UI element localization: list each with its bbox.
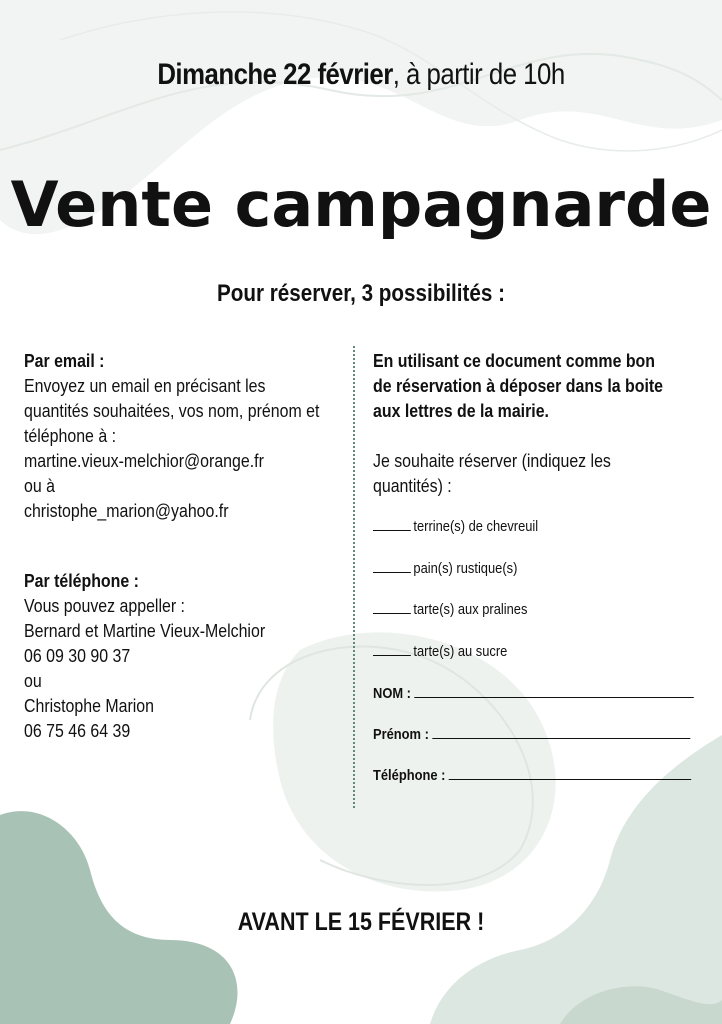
phone-number[interactable]: 06 75 46 64 39: [24, 720, 131, 741]
email-line: ou à: [24, 475, 55, 496]
form-heading-line: de réservation à déposer dans la boite: [373, 375, 664, 396]
event-date-rest: , à partir de 10h: [392, 58, 565, 91]
left-column: [24, 348, 354, 743]
column-divider: [353, 346, 355, 808]
phone-number[interactable]: 06 09 30 90 37: [24, 645, 131, 666]
email-address-christophe[interactable]: christophe_marion@yahoo.fr: [24, 500, 229, 521]
name-field[interactable]: [373, 684, 694, 702]
order-item-label: tarte(s) aux pralines: [413, 601, 528, 618]
name-blank[interactable]: [414, 684, 694, 698]
event-date: [51, 58, 672, 92]
email-heading: Par email :: [24, 350, 105, 371]
email-line: Envoyez un email en précisant les: [24, 375, 266, 396]
deadline-notice: AVANT LE 15 FÉVRIER !: [237, 908, 485, 936]
phone-blank[interactable]: [449, 766, 692, 780]
phone-line: ou: [24, 670, 42, 691]
firstname-label: Prénom :: [373, 726, 429, 743]
form-intro-line: quantités) :: [373, 475, 452, 496]
form-heading-line: En utilisant ce document comme bon: [373, 350, 655, 371]
right-column: [373, 348, 708, 498]
order-item[interactable]: [373, 601, 527, 618]
firstname-field[interactable]: [373, 725, 690, 743]
email-line: téléphone à :: [24, 425, 117, 446]
quantity-blank[interactable]: [373, 601, 411, 614]
reservation-subtitle: Pour réserver, 3 possibilités :: [217, 280, 505, 307]
phone-contact-name: Christophe Marion: [24, 695, 154, 716]
form-heading-line: aux lettres de la mairie.: [373, 400, 549, 421]
order-item[interactable]: [373, 643, 507, 660]
name-label: NOM :: [373, 685, 411, 702]
email-line: quantités souhaitées, vos nom, prénom et: [24, 400, 320, 421]
phone-contact-name: Bernard et Martine Vieux-Melchior: [24, 620, 266, 641]
order-item[interactable]: [373, 518, 538, 535]
quantity-blank[interactable]: [373, 643, 411, 656]
order-item-label: pain(s) rustique(s): [413, 560, 518, 577]
page-title: Vente campagnarde: [10, 168, 712, 241]
firstname-blank[interactable]: [432, 725, 690, 739]
phone-label: Téléphone :: [373, 767, 446, 784]
phone-heading: Par téléphone :: [24, 570, 139, 591]
form-intro-line: Je souhaite réserver (indiquez les: [373, 450, 611, 471]
quantity-blank[interactable]: [373, 518, 411, 531]
order-item-label: terrine(s) de chevreuil: [413, 518, 539, 535]
order-item-label: tarte(s) au sucre: [413, 643, 508, 660]
quantity-blank[interactable]: [373, 560, 411, 573]
event-date-bold: Dimanche 22 février: [157, 58, 393, 91]
phone-line: Vous pouvez appeller :: [24, 595, 185, 616]
email-address-martine[interactable]: martine.vieux-melchior@orange.fr: [24, 450, 264, 471]
phone-field[interactable]: [373, 766, 691, 784]
order-item[interactable]: [373, 560, 517, 577]
